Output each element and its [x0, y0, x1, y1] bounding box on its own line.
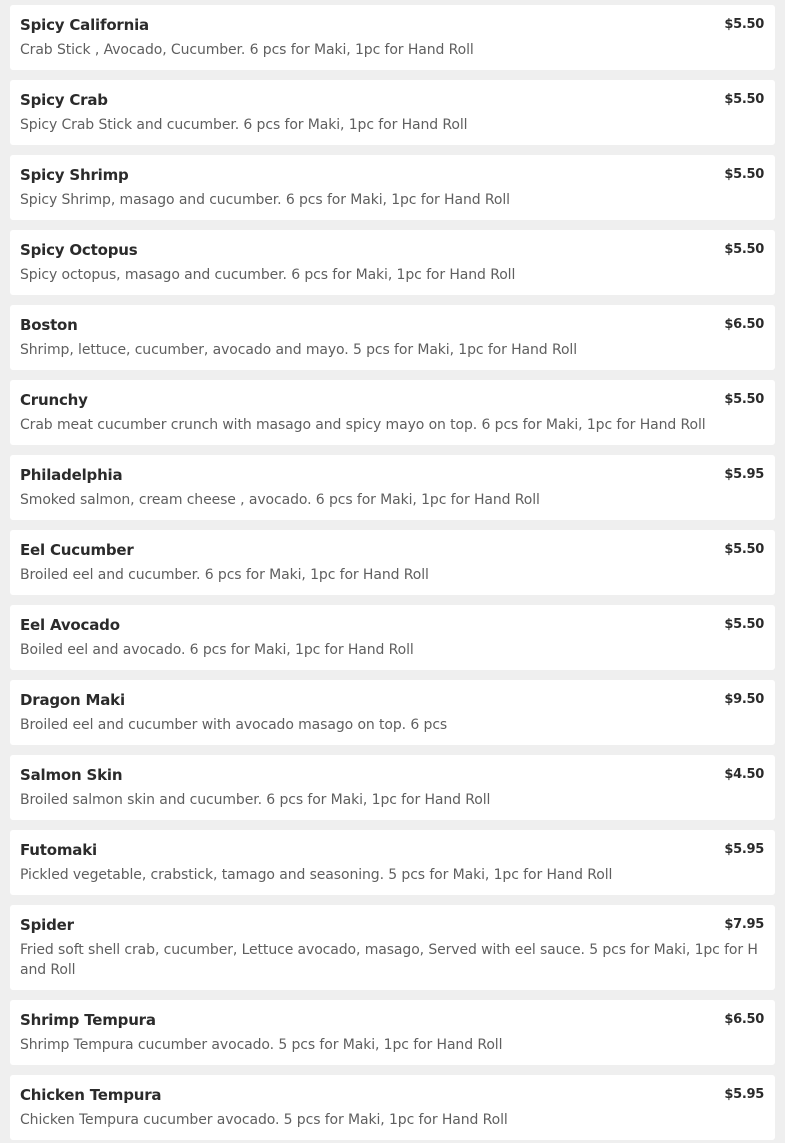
menu-item-price: $5.95 [724, 467, 764, 482]
menu-item-card[interactable] [10, 380, 775, 445]
menu-item-price: $9.50 [724, 692, 764, 707]
menu-item-name: Crunchy [20, 391, 88, 409]
menu-item-description: Shrimp, lettuce, cucumber, avocado and mayo. 5 pcs for Maki, 1pc for Hand Roll [20, 342, 577, 358]
menu-item-name: Shrimp Tempura [20, 1011, 156, 1029]
menu-item-description: Broiled eel and cucumber with avocado masago on top. 6 pcs [20, 717, 448, 733]
menu-item-card[interactable] [10, 230, 775, 295]
menu-item-description: Spicy Crab Stick and cucumber. 6 pcs for Maki, 1pc for Hand Roll [20, 117, 468, 133]
menu-item-name: Spicy Crab [20, 91, 108, 109]
menu-item-name: Eel Cucumber [20, 541, 134, 559]
menu-item-card[interactable] [10, 155, 775, 220]
menu-item-price: $5.50 [724, 92, 764, 107]
menu-item-name: Dragon Maki [20, 691, 125, 709]
menu-item-description: Crab meat cucumber crunch with masago and spicy mayo on top. 6 pcs for Maki, 1pc for Hand Roll [20, 417, 706, 433]
menu-item-card[interactable] [10, 455, 775, 520]
menu-item-price: $5.50 [724, 617, 764, 632]
menu-item-card[interactable] [10, 605, 775, 670]
menu-item-description: Boiled eel and avocado. 6 pcs for Maki, 1pc for Hand Roll [20, 642, 414, 658]
menu-item-card[interactable] [10, 80, 775, 145]
menu-item-name: Spicy California [20, 16, 149, 34]
menu-item-name: Futomaki [20, 841, 97, 859]
menu-item-card[interactable] [10, 1075, 775, 1140]
menu-item-description: Shrimp Tempura cucumber avocado. 5 pcs for Maki, 1pc for Hand Roll [20, 1037, 503, 1053]
menu-item-price: $6.50 [724, 1012, 764, 1027]
menu-item-price: $5.95 [724, 1087, 764, 1102]
menu-item-price: $5.50 [724, 242, 764, 257]
menu-item-description: Chicken Tempura cucumber avocado. 5 pcs for Maki, 1pc for Hand Roll [20, 1112, 508, 1128]
menu-item-card[interactable] [10, 5, 775, 70]
menu-item-card[interactable] [10, 830, 775, 895]
menu-item-card[interactable] [10, 905, 775, 990]
menu-item-name: Spicy Shrimp [20, 166, 129, 184]
menu-item-name: Chicken Tempura [20, 1086, 162, 1104]
menu-item-description: Pickled vegetable, crabstick, tamago and seasoning. 5 pcs for Maki, 1pc for Hand Roll [20, 867, 613, 883]
menu-item-name: Philadelphia [20, 466, 123, 484]
menu-item-card[interactable] [10, 305, 775, 370]
menu-item-price: $4.50 [724, 767, 764, 782]
menu-item-price: $7.95 [724, 917, 764, 932]
menu-item-price: $6.50 [724, 317, 764, 332]
menu-item-description: Crab Stick , Avocado, Cucumber. 6 pcs for Maki, 1pc for Hand Roll [20, 42, 474, 58]
menu-item-description: Fried soft shell crab, cucumber, Lettuce avocado, masago, Served with eel sauce. 5 pcs for Maki, 1pc for Hand Roll [20, 942, 758, 978]
menu-item-description: Broiled salmon skin and cucumber. 6 pcs for Maki, 1pc for Hand Roll [20, 792, 491, 808]
menu-item-list [10, 0, 775, 1143]
menu-item-price: $5.95 [724, 842, 764, 857]
menu-item-description: Spicy Shrimp, masago and cucumber. 6 pcs for Maki, 1pc for Hand Roll [20, 192, 510, 208]
menu-item-name: Salmon Skin [20, 766, 123, 784]
menu-item-description: Spicy octopus, masago and cucumber. 6 pcs for Maki, 1pc for Hand Roll [20, 267, 516, 283]
menu-item-description: Smoked salmon, cream cheese , avocado. 6 pcs for Maki, 1pc for Hand Roll [20, 492, 540, 508]
menu-item-card[interactable] [10, 755, 775, 820]
menu-item-name: Spicy Octopus [20, 241, 138, 259]
menu-item-price: $5.50 [724, 17, 764, 32]
menu-item-price: $5.50 [724, 167, 764, 182]
menu-item-name: Eel Avocado [20, 616, 120, 634]
menu-item-card[interactable] [10, 1000, 775, 1065]
menu-item-price: $5.50 [724, 542, 764, 557]
menu-item-card[interactable] [10, 530, 775, 595]
menu-item-name: Spider [20, 916, 74, 934]
menu-item-price: $5.50 [724, 392, 764, 407]
menu-item-description: Broiled eel and cucumber. 6 pcs for Maki, 1pc for Hand Roll [20, 567, 429, 583]
menu-item-card[interactable] [10, 680, 775, 745]
menu-item-name: Boston [20, 316, 78, 334]
